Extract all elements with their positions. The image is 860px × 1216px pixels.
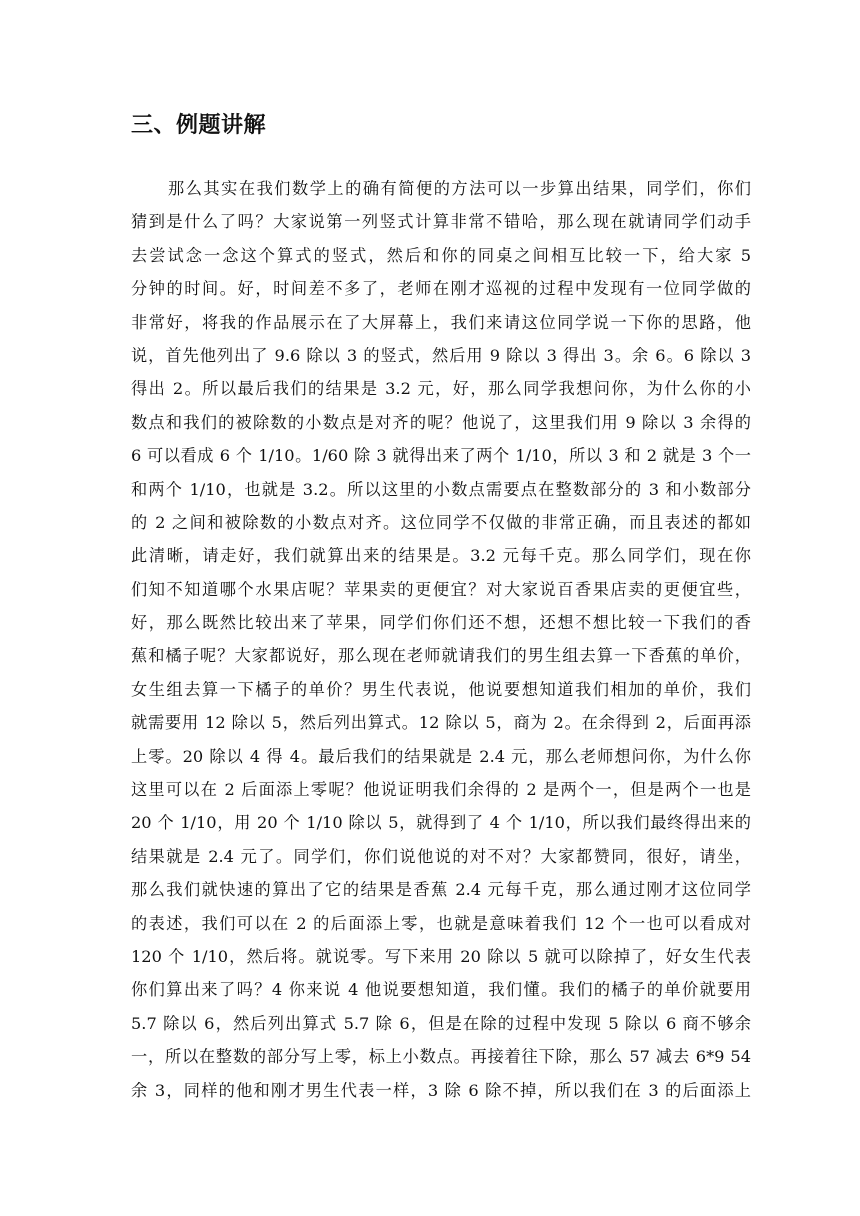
paragraph-line: 去尝试念一念这个算式的竖式，然后和你的同桌之间相互比较一下，给大家 5 <box>131 245 751 265</box>
paragraph-line: 一，所以在整数的部分写上零，标上小数点。再接着往下除，那么 57 减去 6*9 54 <box>131 1047 751 1067</box>
paragraph-line: 猜到是什么了吗？大家说第一列竖式计算非常不错哈，那么现在就请同学们动手 <box>131 212 751 232</box>
paragraph-line: 分钟的时间。好，时间差不多了，老师在刚才巡视的过程中发现有一位同学做的 <box>131 279 751 299</box>
paragraph-line: 120 个 1/10，然后将。就说零。写下来用 20 除以 5 就可以除掉了，好女生代表 <box>131 946 751 966</box>
paragraph-line: 这里可以在 2 后面添上零呢？他说证明我们余得的 2 是两个一，但是两个一也是 <box>131 780 751 800</box>
paragraph-line: 你们算出来了吗？4 你来说 4 他说要想知道，我们懂。我们的橘子的单价就要用 <box>131 980 751 1000</box>
paragraph-line: 得出 2。所以最后我们的结果是 3.2 元，好，那么同学我想问你，为什么你的小 <box>131 379 751 399</box>
paragraph-line: 就需要用 12 除以 5，然后列出算式。12 除以 5，商为 2。在余得到 2，后面再添 <box>131 713 751 733</box>
paragraph-line: 的 2 之间和被除数的小数点对齐。这位同学不仅做的非常正确，而且表述的都如 <box>131 512 751 532</box>
paragraph-line: 20 个 1/10，用 20 个 1/10 除以 5，就得到了 4 个 1/10，所以我们最终得出来的 <box>131 813 751 833</box>
body-paragraph <box>131 172 751 1107</box>
paragraph-line: 那么其实在我们数学上的确有简便的方法可以一步算出结果，同学们，你们 <box>168 179 751 198</box>
paragraph-line: 女生组去算一下橘子的单价？男生代表说，他说要想知道我们相加的单价，我们 <box>131 679 751 699</box>
paragraph-line: 说，首先他列出了 9.6 除以 3 的竖式，然后用 9 除以 3 得出 3。余 6。6 除以 3 <box>131 345 751 365</box>
paragraph-line: 结果就是 2.4 元了。同学们，你们说他说的对不对？大家都赞同，很好，请坐， <box>131 846 751 866</box>
paragraph-line: 6 可以看成 6 个 1/10。1/60 除 3 就得出来了两个 1/10，所以 3 和 2 就是 3 个一 <box>131 446 751 466</box>
section-heading: 三、例题讲解 <box>131 113 267 138</box>
paragraph-line: 数点和我们的被除数的小数点是对齐的呢？他说了，这里我们用 9 除以 3 余得的 <box>131 412 751 432</box>
paragraph-line: 上零。20 除以 4 得 4。最后我们的结果就是 2.4 元，那么老师想问你，为什么你 <box>131 746 751 766</box>
paragraph-line: 蕉和橘子呢？大家都说好，那么现在老师就请我们的男生组去算一下香蕉的单价， <box>131 646 751 666</box>
paragraph-line: 的表述，我们可以在 2 的后面添上零，也就是意味着我们 12 个一也可以看成对 <box>131 913 751 933</box>
paragraph-line: 那么我们就快速的算出了它的结果是香蕉 2.4 元每千克，那么通过刚才这位同学 <box>131 880 751 900</box>
paragraph-line: 们知不知道哪个水果店呢？苹果卖的更便宜？对大家说百香果店卖的更便宜些， <box>131 579 751 599</box>
paragraph-line: 和两个 1/10，也就是 3.2。所以这里的小数点需要点在整数部分的 3 和小数部分 <box>131 479 751 499</box>
paragraph-line: 好，那么既然比较出来了苹果，同学们你们还不想，还想不想比较一下我们的香 <box>131 613 751 633</box>
paragraph-line: 此清晰，请走好，我们就算出来的结果是。3.2 元每千克。那么同学们，现在你 <box>131 546 751 566</box>
paragraph-line: 余 3，同样的他和刚才男生代表一样，3 除 6 除不掉，所以我们在 3 的后面添上 <box>131 1080 751 1100</box>
paragraph-line: 非常好，将我的作品展示在了大屏幕上，我们来请这位同学说一下你的思路，他 <box>131 312 751 332</box>
paragraph-line: 5.7 除以 6，然后列出算式 5.7 除 6，但是在除的过程中发现 5 除以 6 商不够余 <box>131 1013 751 1033</box>
